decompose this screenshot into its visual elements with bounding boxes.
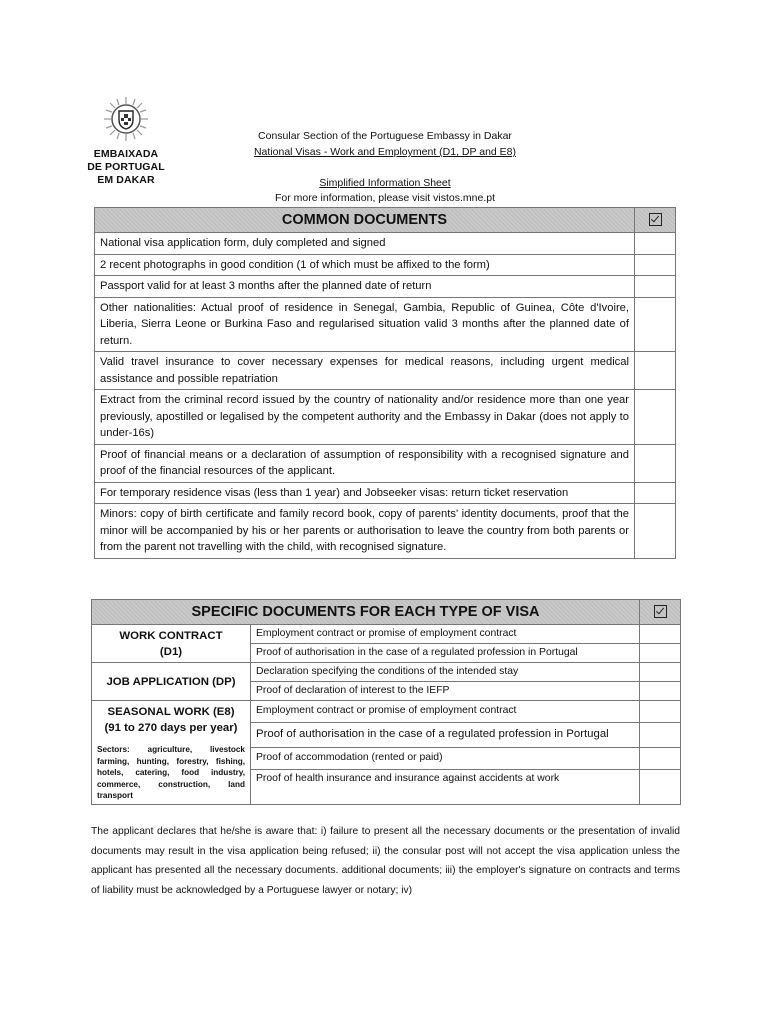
e8-document: Proof of health insurance and insurance against accidents at work bbox=[251, 769, 640, 804]
coat-of-arms-icon bbox=[103, 96, 149, 142]
common-header-row bbox=[95, 208, 676, 233]
common-row bbox=[95, 297, 676, 352]
common-checkbox-cell[interactable] bbox=[635, 390, 676, 445]
header-line-4: For more information, please visit vistos.mne.pt bbox=[275, 192, 495, 204]
specific-checkbox-cell[interactable] bbox=[640, 682, 681, 701]
header-line-1: Consular Section of the Portuguese Embassy in Dakar bbox=[258, 130, 512, 142]
specific-checkbox-cell[interactable] bbox=[640, 701, 681, 723]
common-item: Minors: copy of birth certificate and family record book, copy of parents' identity documents, proof that the minor will be accompanied by his or her parents or authorisation to leave the country from both parents or from the parent not travelling with the child, with recognised signature. bbox=[95, 504, 635, 559]
common-checkbox-cell[interactable] bbox=[635, 297, 676, 352]
specific-checkbox-cell[interactable] bbox=[640, 722, 681, 747]
common-item: Other nationalities: Actual proof of residence in Senegal, Gambia, Republic of Guinea, Côte d'Ivoire, Liberia, Sierra Leone or Burkina Faso and regularised situation valid 3 months after the planned date of return. bbox=[95, 297, 635, 352]
specific-checkbox-cell[interactable] bbox=[640, 644, 681, 663]
specific-checkbox-cell[interactable] bbox=[640, 663, 681, 682]
common-row bbox=[95, 233, 676, 255]
header-line-2: National Visas - Work and Employment (D1, DP and E8) bbox=[253, 146, 517, 158]
checkbox-checked-icon bbox=[649, 213, 662, 226]
logo-line-1: EMBAIXADA bbox=[93, 148, 159, 160]
d1-document: Proof of authorisation in the case of a regulated profession in Portugal bbox=[251, 644, 640, 663]
common-row bbox=[95, 276, 676, 298]
common-checkbox-cell[interactable] bbox=[635, 233, 676, 255]
embassy-logo bbox=[84, 96, 168, 187]
common-row bbox=[95, 504, 676, 559]
visa-type-e8-line2: (91 to 270 days per year) bbox=[104, 722, 238, 734]
common-row bbox=[95, 444, 676, 482]
specific-header-row bbox=[92, 600, 681, 625]
common-item: For temporary residence visas (less than 1 year) and Jobseeker visas: return ticket reservation bbox=[95, 482, 635, 504]
visa-type-d1-line2: (D1) bbox=[159, 645, 183, 658]
common-row bbox=[95, 352, 676, 390]
common-documents-title: COMMON DOCUMENTS bbox=[95, 208, 635, 233]
e8-document: Proof of authorisation in the case of a regulated profession in Portugal bbox=[251, 722, 640, 747]
common-checkbox-cell[interactable] bbox=[635, 352, 676, 390]
checkbox-checked-icon bbox=[654, 605, 667, 618]
d1-document: Employment contract or promise of employment contract bbox=[251, 625, 640, 644]
specific-checkbox-cell[interactable] bbox=[640, 625, 681, 644]
d1-row bbox=[92, 625, 681, 644]
common-checkbox-cell[interactable] bbox=[635, 482, 676, 504]
visa-type-d1-line1: WORK CONTRACT bbox=[119, 629, 223, 642]
common-checkbox-cell[interactable] bbox=[635, 504, 676, 559]
check-header-cell bbox=[640, 600, 681, 625]
common-item: Valid travel insurance to cover necessary expenses for medical reasons, including urgent medical assistance and possible repatriation bbox=[95, 352, 635, 390]
logo-line-3: EM DAKAR bbox=[97, 174, 155, 186]
common-row bbox=[95, 254, 676, 276]
specific-checkbox-cell[interactable] bbox=[640, 747, 681, 769]
common-row bbox=[95, 482, 676, 504]
dp-document: Declaration specifying the conditions of the intended stay bbox=[251, 663, 640, 682]
dp-row bbox=[92, 663, 681, 682]
specific-documents-title: SPECIFIC DOCUMENTS FOR EACH TYPE OF VISA bbox=[92, 600, 640, 625]
applicant-declaration: The applicant declares that he/she is aware that: i) failure to present all the necessary documents or the presentation of invalid documents may result in the visa application being refused; ii) the consular post will not accept the visa application unless the applicant has presented all the necessary documents. additional documents; iii) the employer's signature on contracts and terms of liability must be acknowledged by a Portuguese lawyer or notary; iv) bbox=[91, 826, 680, 896]
common-checkbox-cell[interactable] bbox=[635, 254, 676, 276]
dp-document: Proof of declaration of interest to the IEFP bbox=[251, 682, 640, 701]
common-item: Passport valid for at least 3 months after the planned date of return bbox=[95, 276, 635, 298]
common-checkbox-cell[interactable] bbox=[635, 276, 676, 298]
visa-type-dp: JOB APPLICATION (DP) bbox=[92, 663, 251, 701]
e8-document: Employment contract or promise of employment contract bbox=[251, 701, 640, 723]
specific-documents-table bbox=[91, 599, 681, 805]
e8-document: Proof of accommodation (rented or paid) bbox=[251, 747, 640, 769]
header-line-3: Simplified Information Sheet bbox=[319, 177, 451, 189]
e8-row bbox=[92, 701, 681, 723]
common-item: Extract from the criminal record issued by the country of nationality and/or residence more than one year previously, apostilled or legalised by the competent authority and the Embassy in Dakar (does not apply to under-16s) bbox=[95, 390, 635, 445]
visa-type-d1 bbox=[92, 625, 251, 663]
visa-type-e8-line1: SEASONAL WORK (E8) bbox=[107, 706, 235, 718]
common-item: Proof of financial means or a declaration of assumption of responsibility with a recognised signature and proof of the financial resources of the applicant. bbox=[95, 444, 635, 482]
specific-checkbox-cell[interactable] bbox=[640, 769, 681, 804]
check-header-cell bbox=[635, 208, 676, 233]
common-item: National visa application form, duly completed and signed bbox=[95, 233, 635, 255]
common-documents-table bbox=[94, 207, 676, 559]
visa-type-e8 bbox=[92, 701, 251, 805]
common-item: 2 recent photographs in good condition (1 of which must be affixed to the form) bbox=[95, 254, 635, 276]
e8-sectors: Sectors: agriculture, livestock farming, hunting, forestry, fishing, hotels, catering, food industry, commerce, construction, land transport bbox=[97, 745, 245, 800]
logo-line-2: DE PORTUGAL bbox=[87, 161, 165, 173]
common-checkbox-cell[interactable] bbox=[635, 444, 676, 482]
common-row bbox=[95, 390, 676, 445]
